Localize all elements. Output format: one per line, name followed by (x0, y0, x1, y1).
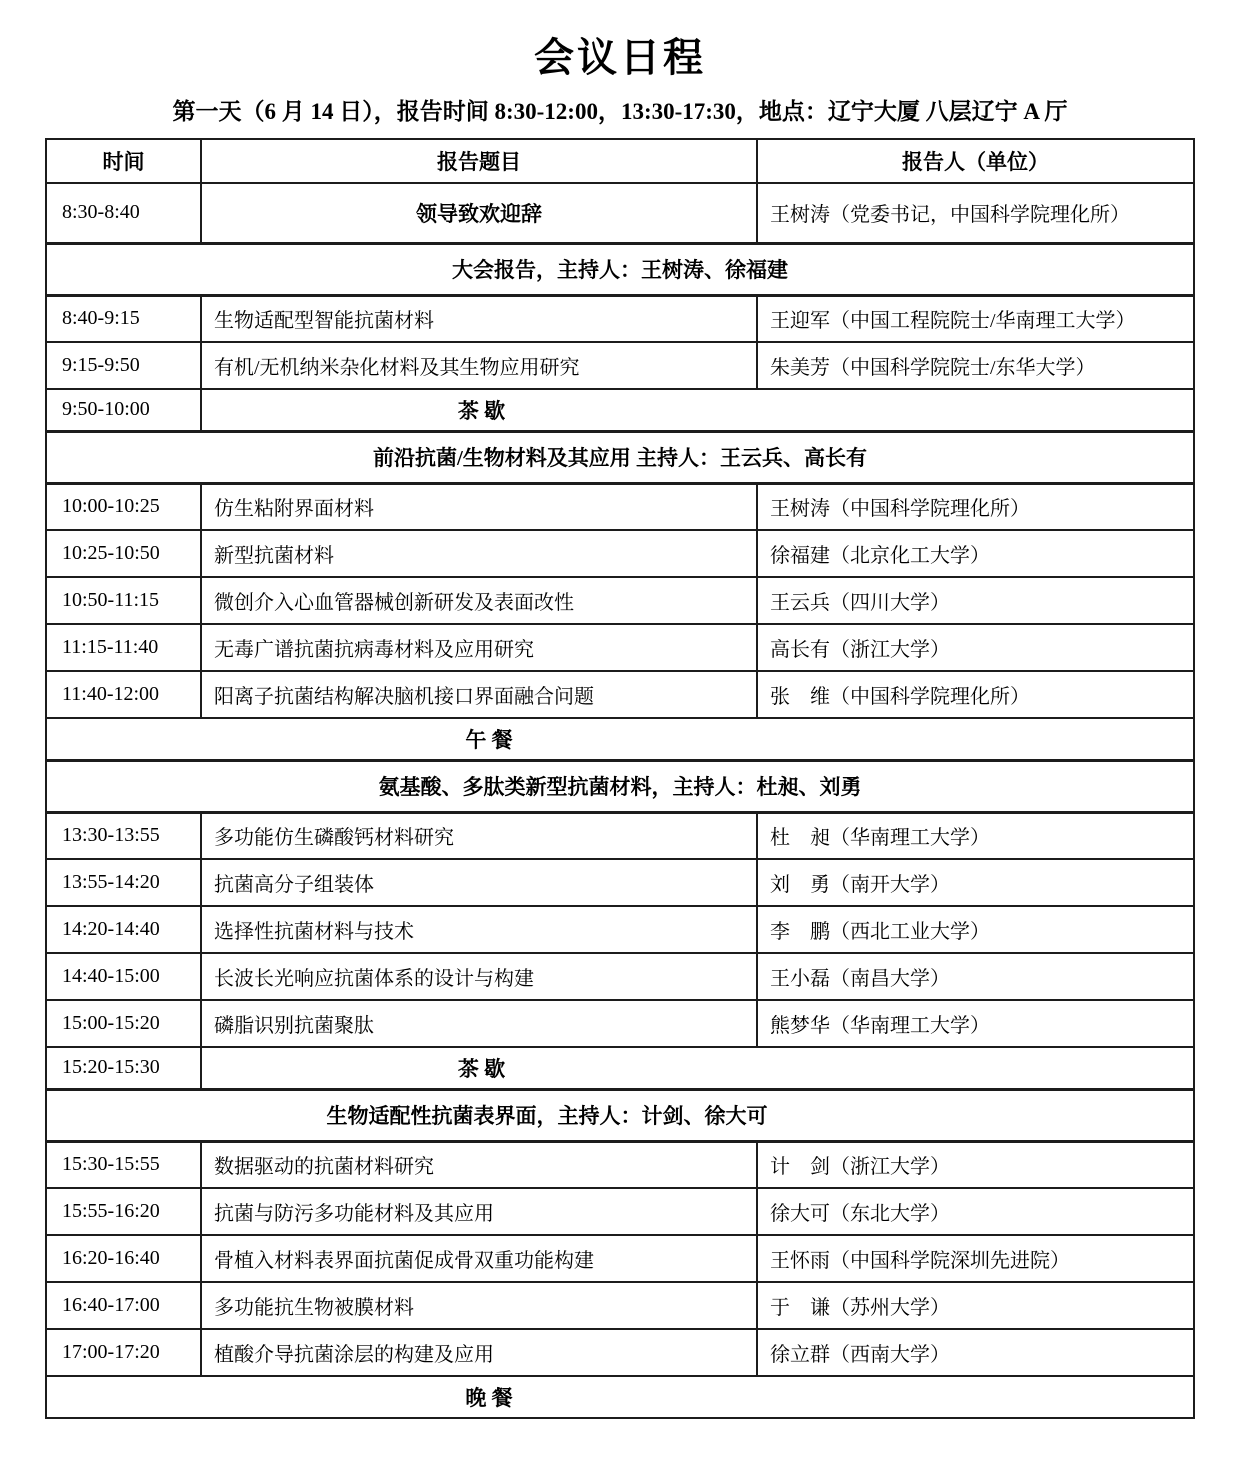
schedule-row (46, 953, 1194, 1000)
schedule-row (46, 624, 1194, 671)
section-label-cell: 前沿抗菌/生物材料及其应用 主持人：王云兵、高长有 (46, 431, 1194, 483)
time-cell: 13:30-13:55 (46, 812, 201, 859)
time-cell: 8:40-9:15 (46, 295, 201, 342)
talk-title-cell: 新型抗菌材料 (201, 530, 757, 577)
talk-title-cell: 磷脂识别抗菌聚肽 (201, 1000, 757, 1047)
schedule-row (46, 431, 1194, 483)
schedule-row (46, 483, 1194, 530)
talk-title-cell: 长波长光响应抗菌体系的设计与构建 (201, 953, 757, 1000)
schedule-row (46, 1376, 1194, 1418)
break-label-cell: 茶 歇 (201, 1047, 1194, 1089)
talk-title-cell: 骨植入材料表界面抗菌促成骨双重功能构建 (201, 1235, 757, 1282)
talk-title-cell: 多功能抗生物被膜材料 (201, 1282, 757, 1329)
section-label-cell: 生物适配性抗菌表界面，主持人：计剑、徐大可 (46, 1089, 1194, 1141)
time-cell: 16:40-17:00 (46, 1282, 201, 1329)
talk-title-cell: 有机/无机纳米杂化材料及其生物应用研究 (201, 342, 757, 389)
presenter-cell: 王迎军（中国工程院院士/华南理工大学） (757, 295, 1194, 342)
schedule-row (46, 1000, 1194, 1047)
section-label-cell: 氨基酸、多肽类新型抗菌材料，主持人：杜昶、刘勇 (46, 760, 1194, 812)
schedule-body (46, 183, 1194, 1418)
schedule-row (46, 1329, 1194, 1376)
talk-title-cell: 领导致欢迎辞 (201, 183, 757, 243)
schedule-row (46, 812, 1194, 859)
presenter-cell: 王云兵（四川大学） (757, 577, 1194, 624)
meal-label-cell: 午 餐 (46, 718, 1194, 760)
schedule-page (0, 26, 1240, 1419)
col-header-presenter: 报告人（单位） (757, 139, 1194, 183)
presenter-cell: 高长有（浙江大学） (757, 624, 1194, 671)
presenter-cell: 王树涛（党委书记，中国科学院理化所） (757, 183, 1194, 243)
talk-title-cell: 仿生粘附界面材料 (201, 483, 757, 530)
talk-title-cell: 无毒广谱抗菌抗病毒材料及应用研究 (201, 624, 757, 671)
schedule-row (46, 1089, 1194, 1141)
talk-title-cell: 多功能仿生磷酸钙材料研究 (201, 812, 757, 859)
talk-title-cell: 阳离子抗菌结构解决脑机接口界面融合问题 (201, 671, 757, 718)
talk-title-cell: 植酸介导抗菌涂层的构建及应用 (201, 1329, 757, 1376)
time-cell: 17:00-17:20 (46, 1329, 201, 1376)
presenter-cell: 熊梦华（华南理工大学） (757, 1000, 1194, 1047)
col-header-title: 报告题目 (201, 139, 757, 183)
time-cell: 11:15-11:40 (46, 624, 201, 671)
time-cell: 15:30-15:55 (46, 1141, 201, 1188)
time-cell: 10:00-10:25 (46, 483, 201, 530)
schedule-subtitle: 第一天（6 月 14 日），报告时间 8:30-12:00，13:30-17:30，地点：辽宁大厦 八层辽宁 A 厅 (172, 99, 1068, 124)
time-cell: 15:00-15:20 (46, 1000, 201, 1047)
schedule-row (46, 718, 1194, 760)
presenter-cell: 于 谦（苏州大学） (757, 1282, 1194, 1329)
schedule-row (46, 342, 1194, 389)
presenter-cell: 李 鹏（西北工业大学） (757, 906, 1194, 953)
schedule-table (45, 138, 1195, 1419)
section-label-cell: 大会报告，主持人：王树涛、徐福建 (46, 243, 1194, 295)
presenter-cell: 刘 勇（南开大学） (757, 859, 1194, 906)
time-cell: 15:20-15:30 (46, 1047, 201, 1089)
schedule-row (46, 760, 1194, 812)
time-cell: 15:55-16:20 (46, 1188, 201, 1235)
presenter-cell: 徐大可（东北大学） (757, 1188, 1194, 1235)
schedule-row (46, 1188, 1194, 1235)
schedule-row (46, 859, 1194, 906)
table-header-row (46, 139, 1194, 183)
talk-title-cell: 抗菌与防污多功能材料及其应用 (201, 1188, 757, 1235)
presenter-cell: 徐立群（西南大学） (757, 1329, 1194, 1376)
schedule-row (46, 243, 1194, 295)
time-cell: 14:40-15:00 (46, 953, 201, 1000)
presenter-cell: 徐福建（北京化工大学） (757, 530, 1194, 577)
schedule-row (46, 1141, 1194, 1188)
presenter-cell: 王怀雨（中国科学院深圳先进院） (757, 1235, 1194, 1282)
presenter-cell: 张 维（中国科学院理化所） (757, 671, 1194, 718)
schedule-row (46, 1047, 1194, 1089)
talk-title-cell: 抗菌高分子组装体 (201, 859, 757, 906)
schedule-row (46, 906, 1194, 953)
presenter-cell: 计 剑（浙江大学） (757, 1141, 1194, 1188)
presenter-cell: 朱美芳（中国科学院院士/东华大学） (757, 342, 1194, 389)
presenter-cell: 王树涛（中国科学院理化所） (757, 483, 1194, 530)
page-title: 会议日程 (534, 35, 706, 80)
presenter-cell: 王小磊（南昌大学） (757, 953, 1194, 1000)
time-cell: 10:50-11:15 (46, 577, 201, 624)
break-label-cell: 茶 歇 (201, 389, 1194, 431)
talk-title-cell: 生物适配型智能抗菌材料 (201, 295, 757, 342)
time-cell: 10:25-10:50 (46, 530, 201, 577)
schedule-row (46, 1282, 1194, 1329)
talk-title-cell: 数据驱动的抗菌材料研究 (201, 1141, 757, 1188)
time-cell: 13:55-14:20 (46, 859, 201, 906)
time-cell: 9:50-10:00 (46, 389, 201, 431)
schedule-row (46, 295, 1194, 342)
time-cell: 8:30-8:40 (46, 183, 201, 243)
presenter-cell: 杜 昶（华南理工大学） (757, 812, 1194, 859)
schedule-row (46, 389, 1194, 431)
schedule-row (46, 183, 1194, 243)
schedule-row (46, 1235, 1194, 1282)
time-cell: 14:20-14:40 (46, 906, 201, 953)
time-cell: 16:20-16:40 (46, 1235, 201, 1282)
schedule-row (46, 530, 1194, 577)
schedule-row (46, 577, 1194, 624)
schedule-row (46, 671, 1194, 718)
col-header-time: 时间 (46, 139, 201, 183)
time-cell: 9:15-9:50 (46, 342, 201, 389)
talk-title-cell: 微创介入心血管器械创新研发及表面改性 (201, 577, 757, 624)
meal-label-cell: 晚 餐 (46, 1376, 1194, 1418)
time-cell: 11:40-12:00 (46, 671, 201, 718)
talk-title-cell: 选择性抗菌材料与技术 (201, 906, 757, 953)
